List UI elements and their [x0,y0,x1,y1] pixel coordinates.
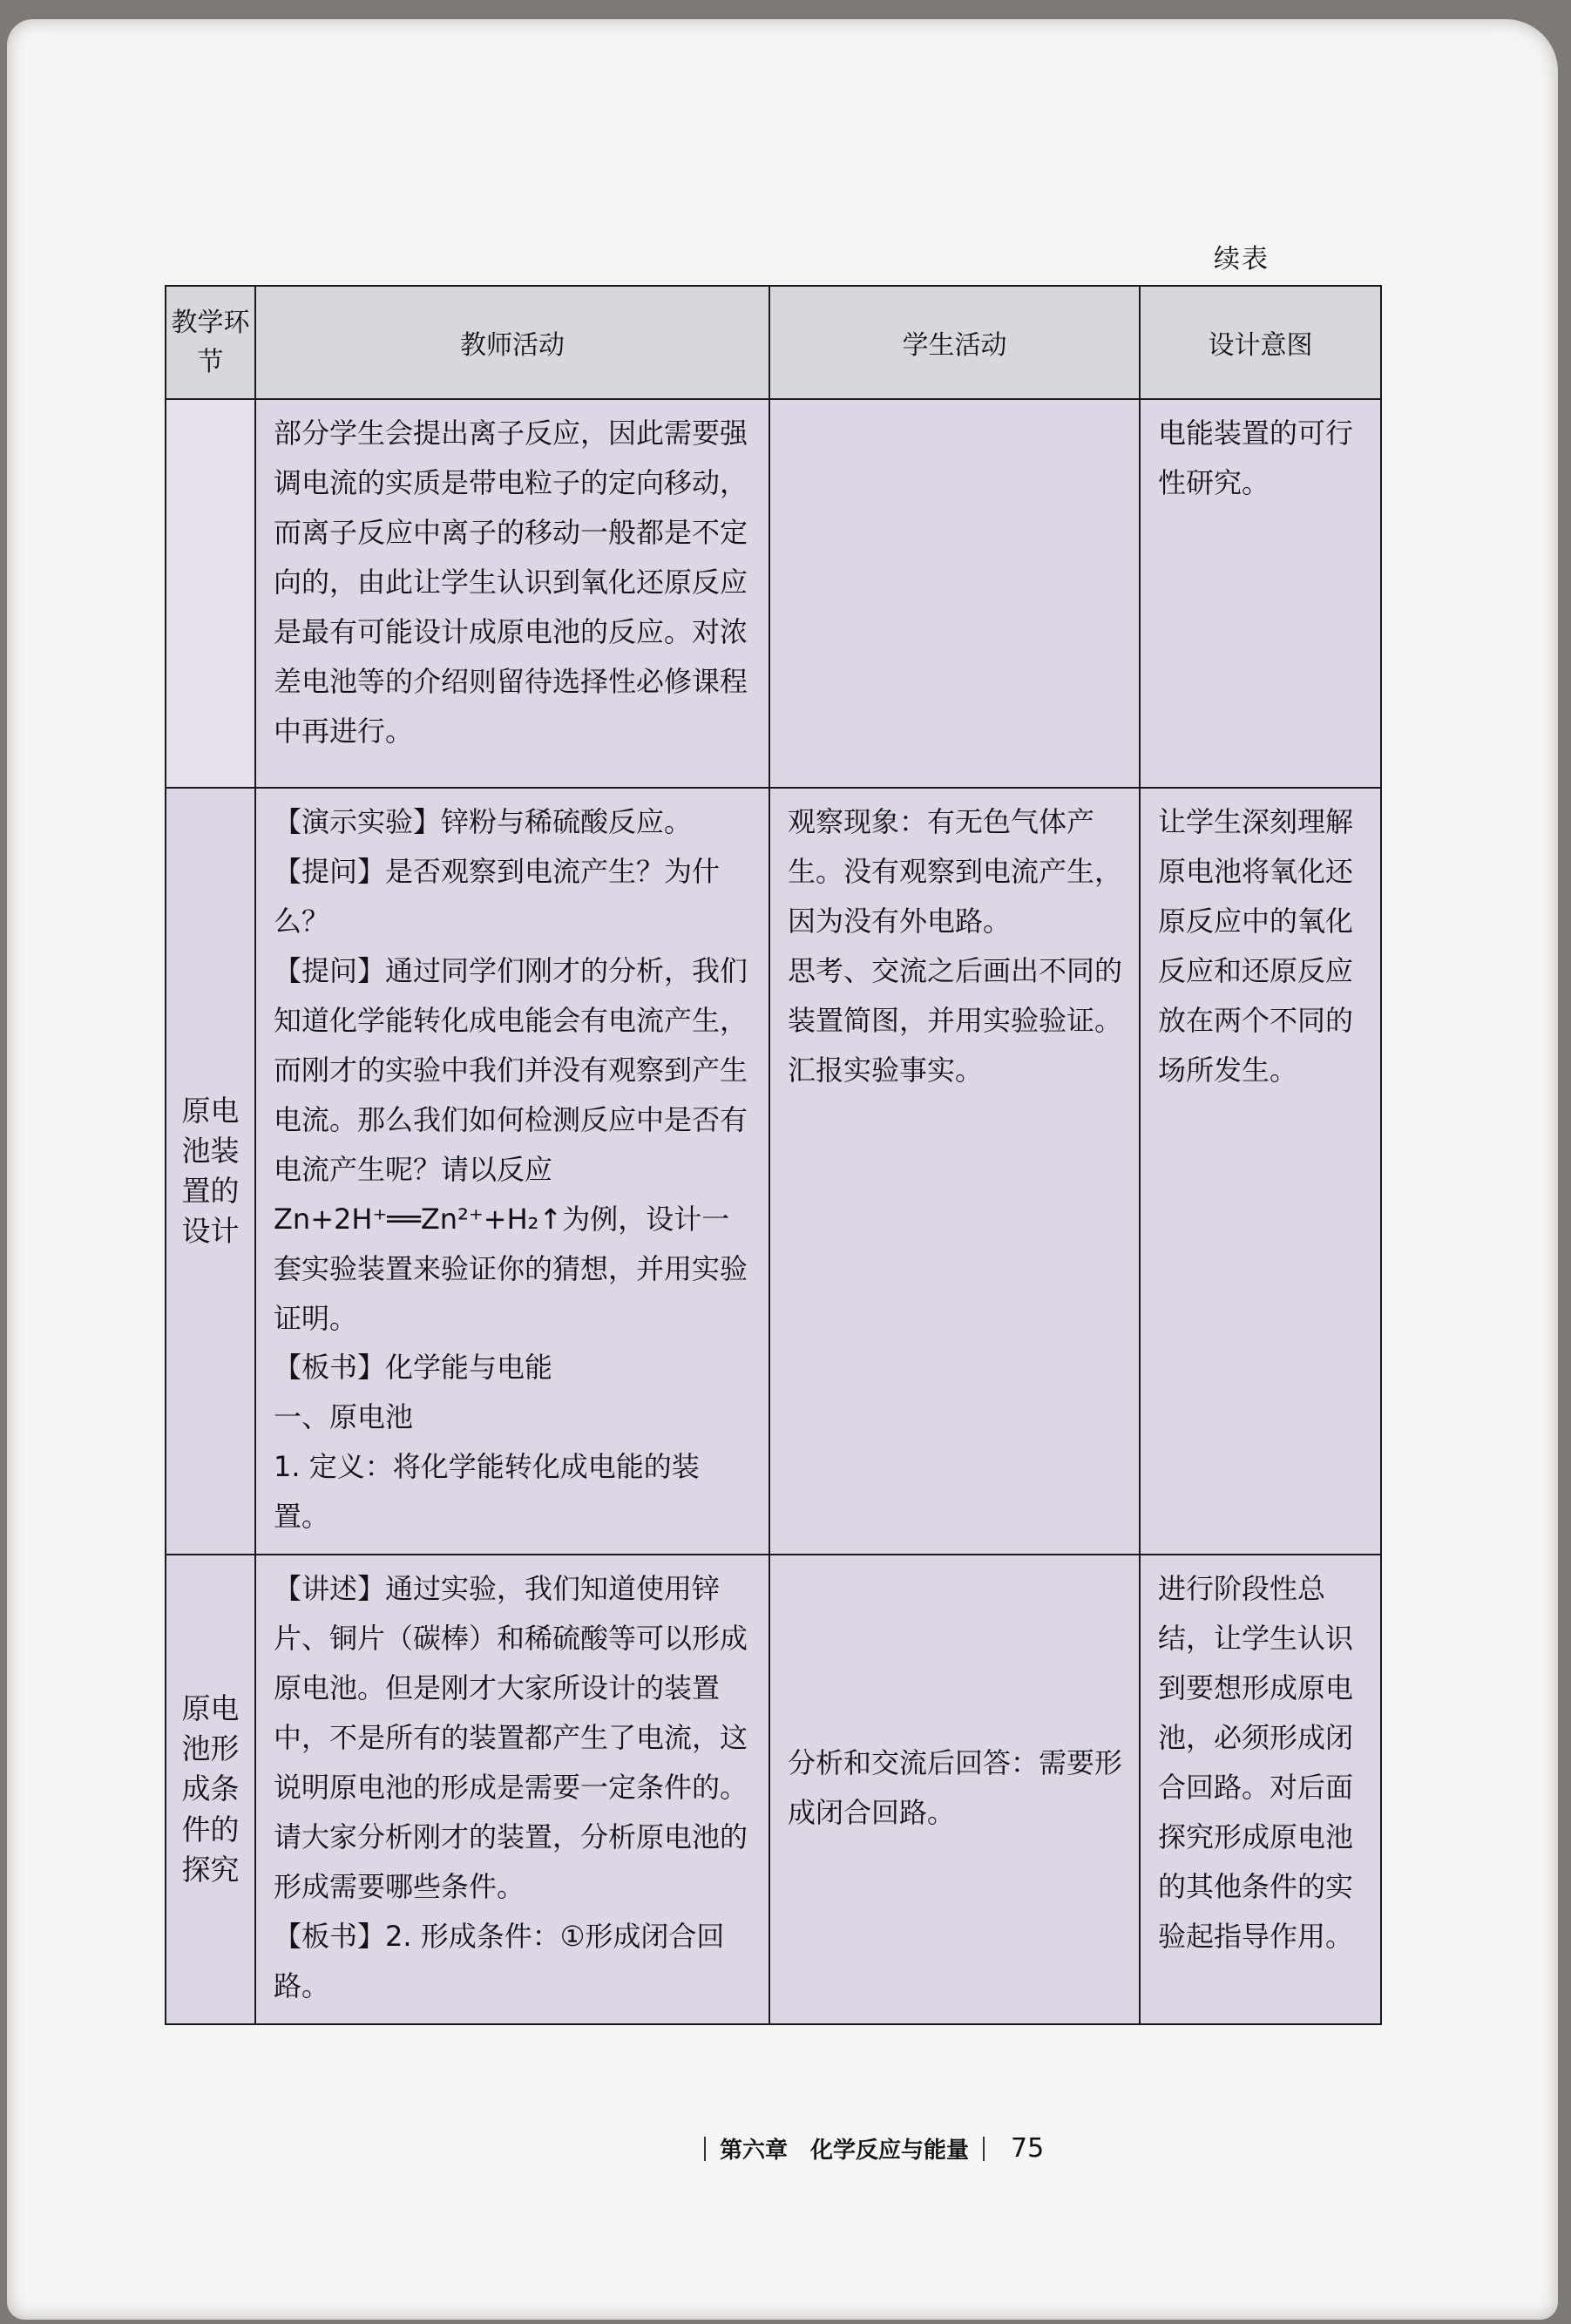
page-footer [704,2132,1384,2165]
book-page [7,19,1558,2320]
table-header-row [166,286,1381,399]
teacher-text: 1. 定义：将化学能转化成电能的装置。 [274,1450,700,1534]
student-cell [769,399,1140,788]
intent-text: 让学生深刻理解原电池将氧化还原反应中的氧化反应和还原反应放在两个不同的场所发生。 [1158,805,1354,1087]
table-row [166,399,1381,788]
teacher-text: Zn+2H⁺══Zn²⁺+H₂↑为例，设计一套实验装置来验证你的猜想，并用实验证明。 [274,1202,748,1335]
teacher-cell [255,788,769,1555]
chapter-title: 第六章 化学反应与能量 [720,2138,970,2164]
divider [983,2137,985,2161]
intent-text: 电能装置的可行性研究。 [1158,417,1354,499]
divider [704,2137,706,2161]
student-cell [769,788,1140,1555]
teacher-cell [255,399,769,788]
header-intent: 设计意图 [1140,286,1381,399]
student-cell [769,1555,1140,2024]
intent-cell [1140,788,1381,1555]
table-row [166,1555,1381,2024]
teacher-text: 【讲述】通过实验，我们知道使用锌片、铜片（碳棒）和稀硫酸等可以形成原电池。但是刚才大家所设计的装置中，不是所有的装置都产生了电流，这说明原电池的形成是需要一定条件的。请大家分析刚才的装置，分析原电池的形成需要哪些条件。 [274,1572,748,1904]
teacher-text: 【提问】是否观察到电流产生？为什么？ [274,854,721,938]
section-cell [166,399,255,788]
teacher-text: 一、原电池 [274,1400,414,1434]
teacher-text: 部分学生会提出离子反应，因此需要强调电流的实质是带电粒子的定向移动，而离子反应中离子的移动一般都是不定向的，由此让学生认识到氧化还原反应是最有可能设计成原电池的反应。对浓差电池等的介绍则留待选择性必修课程中再进行。 [274,417,748,748]
teacher-text: 【板书】2. 形成条件：①形成闭合回路。 [274,1919,725,2002]
teacher-text: 【提问】通过同学们刚才的分析，我们知道化学能转化成电能会有电流产生，而刚才的实验中我们并没有观察到产生电流。那么我们如何检测反应中是否有电流产生呢？请以反应 [274,953,748,1186]
header-teacher: 教师活动 [255,286,769,399]
intent-cell [1140,399,1381,788]
teacher-cell [255,1555,769,2024]
header-section: 教学环节 [166,286,255,399]
student-text: 观察现象：有无色气体产生。没有观察到电流产生，因为没有外电路。 [788,805,1123,938]
continued-label: 续表 [1214,244,1270,274]
student-text: 思考、交流之后画出不同的装置简图，并用实验验证。汇报实验事实。 [788,953,1123,1087]
table-row [166,788,1381,1555]
teacher-text: 【演示实验】锌粉与稀硫酸反应。 [274,805,693,838]
header-student: 学生活动 [769,286,1140,399]
page-number: 75 [1011,2133,1045,2164]
intent-cell [1140,1555,1381,2024]
student-text: 分析和交流后回答：需要形成闭合回路。 [788,1745,1123,1829]
lesson-table [165,285,1382,2025]
teacher-text: 【板书】化学能与电能 [274,1351,553,1385]
intent-text: 进行阶段性总结，让学生认识到要想形成原电池，必须形成闭合回路。对后面探究形成原电池的其他条件的实验起指导作用。 [1158,1572,1354,1953]
section-cell: 原电池装置的设计 [166,788,255,1555]
section-cell: 原电池形成条件的探究 [166,1555,255,2024]
